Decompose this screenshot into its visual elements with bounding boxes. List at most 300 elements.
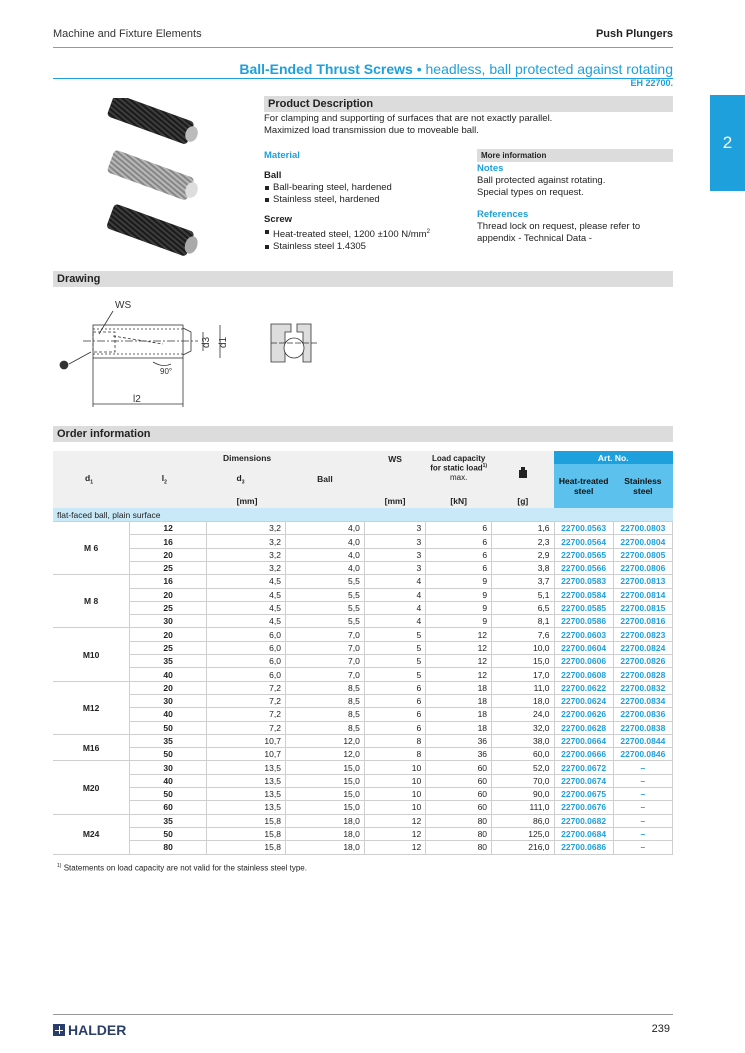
cell-load: 6 — [426, 548, 492, 561]
cell-l2: 35 — [130, 814, 207, 827]
cell-ball: 12,0 — [285, 734, 364, 747]
cell-ball: 4,0 — [285, 561, 364, 574]
cell-load: 60 — [426, 761, 492, 774]
unit-mm-ws: [mm] — [364, 494, 425, 508]
cell-ws: 10 — [364, 788, 425, 801]
cell-d3: 13,5 — [207, 801, 286, 814]
table-row — [53, 801, 673, 814]
brand-logo — [53, 1022, 126, 1038]
cell-load: 12 — [426, 628, 492, 641]
cell-weight: 10,0 — [492, 641, 554, 654]
cell-ball: 5,5 — [285, 615, 364, 628]
table-row — [53, 575, 673, 588]
cell-d3: 4,5 — [207, 601, 286, 614]
label-angle: 90° — [160, 367, 173, 376]
cell-d3: 10,7 — [207, 748, 286, 761]
cell-art-stainless[interactable]: 22700.0824 — [613, 641, 672, 654]
notes-heading: Notes — [477, 163, 504, 174]
cell-weight: 18,0 — [492, 694, 554, 707]
table-row — [53, 841, 673, 854]
cell-art-heat[interactable]: 22700.0565 — [554, 548, 613, 561]
cell-art-heat[interactable]: 22700.0622 — [554, 681, 613, 694]
col-ball: Ball — [285, 464, 364, 494]
logo-icon — [53, 1024, 65, 1036]
cell-d3: 6,0 — [207, 628, 286, 641]
cell-load: 60 — [426, 774, 492, 787]
cell-l2: 20 — [130, 628, 207, 641]
cell-art-stainless[interactable]: 22700.0834 — [613, 694, 672, 707]
cell-d3: 3,2 — [207, 535, 286, 548]
table-row — [53, 548, 673, 561]
cell-art-heat[interactable]: 22700.0628 — [554, 721, 613, 734]
header-divider — [53, 47, 673, 48]
cell-load: 18 — [426, 721, 492, 734]
cell-l2: 40 — [130, 708, 207, 721]
table-row — [53, 814, 673, 827]
cell-ws: 10 — [364, 801, 425, 814]
cell-ball: 8,5 — [285, 694, 364, 707]
cell-weight: 38,0 — [492, 734, 554, 747]
cell-weight: 32,0 — [492, 721, 554, 734]
cell-d1: M 6 — [53, 522, 130, 575]
cell-ws: 3 — [364, 535, 425, 548]
cell-art-stainless[interactable]: 22700.0814 — [613, 588, 672, 601]
table-row — [53, 734, 673, 747]
cell-load: 6 — [426, 561, 492, 574]
footnote-text: Statements on load capacity are not valid for the stainless steel type. — [63, 863, 307, 873]
product-description-text — [264, 113, 673, 137]
cell-art-heat[interactable]: 22700.0672 — [554, 761, 613, 774]
cell-art-heat[interactable]: 22700.0583 — [554, 575, 613, 588]
cell-weight: 111,0 — [492, 801, 554, 814]
cell-art-stainless: – — [613, 841, 672, 854]
cell-load: 12 — [426, 641, 492, 654]
cell-art-stainless[interactable]: 22700.0803 — [613, 522, 672, 535]
title-main: Ball-Ended Thrust Screws — [239, 61, 413, 77]
cell-ws: 4 — [364, 601, 425, 614]
cell-art-heat[interactable]: 22700.0666 — [554, 748, 613, 761]
cell-ball: 18,0 — [285, 841, 364, 854]
cell-art-stainless: – — [613, 774, 672, 787]
brand-name: HALDER — [68, 1022, 127, 1038]
table-row — [53, 681, 673, 694]
footnote — [57, 863, 307, 873]
cell-d3: 15,8 — [207, 841, 286, 854]
group-label: flat-faced ball, plain surface — [53, 508, 673, 521]
cell-l2: 30 — [130, 761, 207, 774]
cell-d3: 13,5 — [207, 761, 286, 774]
cell-weight: 2,3 — [492, 535, 554, 548]
cell-art-heat[interactable]: 22700.0603 — [554, 628, 613, 641]
cell-d3: 4,5 — [207, 615, 286, 628]
cell-ws: 10 — [364, 761, 425, 774]
cell-art-heat[interactable]: 22700.0606 — [554, 655, 613, 668]
material-heading: Material — [264, 150, 300, 161]
table-row — [53, 522, 673, 535]
cell-weight: 24,0 — [492, 708, 554, 721]
cell-art-stainless: – — [613, 761, 672, 774]
cell-art-stainless: – — [613, 788, 672, 801]
cell-ws: 3 — [364, 548, 425, 561]
description-line: For clamping and supporting of surfaces that are not exactly parallel. — [264, 113, 553, 124]
cell-ws: 8 — [364, 734, 425, 747]
table-row — [53, 761, 673, 774]
notes-line: Special types on request. — [477, 187, 584, 198]
cell-art-stainless[interactable]: 22700.0832 — [613, 681, 672, 694]
cell-ws: 5 — [364, 655, 425, 668]
cell-ws: 6 — [364, 721, 425, 734]
table-row — [53, 615, 673, 628]
cell-l2: 35 — [130, 734, 207, 747]
cell-art-heat[interactable]: 22700.0586 — [554, 615, 613, 628]
cell-art-heat[interactable]: 22700.0564 — [554, 535, 613, 548]
col-stainless: Stainless steel — [613, 464, 672, 508]
col-artno: Art. No. — [554, 451, 672, 464]
col-d3 — [207, 464, 286, 494]
unit-mm: [mm] — [130, 494, 365, 508]
col-d1-text: d — [85, 473, 91, 484]
ball-heading: Ball — [264, 170, 282, 181]
cell-d3: 3,2 — [207, 522, 286, 535]
cell-load: 12 — [426, 655, 492, 668]
cell-art-stainless[interactable]: 22700.0823 — [613, 628, 672, 641]
cell-load: 9 — [426, 575, 492, 588]
cell-ball: 7,0 — [285, 641, 364, 654]
cell-art-heat[interactable]: 22700.0676 — [554, 801, 613, 814]
chapter-tab[interactable]: 2 — [710, 95, 745, 191]
unit-g: [g] — [492, 494, 554, 508]
table-row — [53, 655, 673, 668]
header-section: Push Plungers — [595, 28, 673, 40]
cell-ball: 15,0 — [285, 774, 364, 787]
cell-art-stainless[interactable]: 22700.0844 — [613, 734, 672, 747]
label-l2: l2 — [133, 394, 141, 405]
cell-ball: 12,0 — [285, 748, 364, 761]
cell-load: 9 — [426, 588, 492, 601]
cell-weight: 70,0 — [492, 774, 554, 787]
cell-d1: M16 — [53, 734, 130, 761]
cell-load: 6 — [426, 522, 492, 535]
cell-ball: 4,0 — [285, 522, 364, 535]
cell-d3: 13,5 — [207, 788, 286, 801]
col-d3-text: d — [236, 472, 242, 483]
cell-d3: 13,5 — [207, 774, 286, 787]
references-line: appendix - Technical Data - — [477, 233, 592, 244]
title-divider — [53, 78, 673, 79]
col-d3-sub: 3 — [241, 479, 245, 486]
cell-weight: 90,0 — [492, 788, 554, 801]
cell-weight: 60,0 — [492, 748, 554, 761]
cell-d3: 7,2 — [207, 708, 286, 721]
cell-art-stainless[interactable]: 22700.0838 — [613, 721, 672, 734]
title-bullet: • — [416, 61, 422, 77]
order-table-body — [53, 508, 673, 854]
col-heat-treated: Heat-treated steel — [554, 464, 613, 508]
cell-d3: 6,0 — [207, 655, 286, 668]
table-row — [53, 748, 673, 761]
table-row — [53, 535, 673, 548]
cell-ball: 4,0 — [285, 535, 364, 548]
cell-weight: 1,6 — [492, 522, 554, 535]
screw-photo-black-1 — [107, 98, 202, 147]
section-marker-icon — [60, 361, 68, 369]
cell-art-stainless: – — [613, 827, 672, 840]
cell-d3: 15,8 — [207, 827, 286, 840]
col-ws: WS — [364, 451, 425, 494]
table-row — [53, 601, 673, 614]
cell-art-stainless[interactable]: 22700.0826 — [613, 655, 672, 668]
cell-ball: 5,5 — [285, 588, 364, 601]
footnote-sup: 1) — [57, 863, 62, 869]
col-l2-sub: 2 — [164, 479, 167, 486]
col-d1-sub: 1 — [90, 479, 93, 486]
cell-ws: 12 — [364, 814, 425, 827]
cell-ws: 6 — [364, 694, 425, 707]
cell-d3: 10,7 — [207, 734, 286, 747]
description-line: Maximized load transmission due to moveable ball. — [264, 125, 479, 136]
cell-weight: 3,7 — [492, 575, 554, 588]
cell-art-heat[interactable]: 22700.0664 — [554, 734, 613, 747]
cell-weight: 52,0 — [492, 761, 554, 774]
table-row — [53, 668, 673, 681]
cell-art-stainless[interactable]: 22700.0805 — [613, 548, 672, 561]
cell-ball: 5,5 — [285, 601, 364, 614]
list-item: Stainless steel 1.4305 — [264, 241, 469, 253]
cell-ball: 18,0 — [285, 814, 364, 827]
cell-l2: 30 — [130, 615, 207, 628]
col-load — [426, 451, 492, 494]
cell-l2: 50 — [130, 788, 207, 801]
cell-ws: 12 — [364, 841, 425, 854]
order-table — [53, 451, 673, 855]
cell-ws: 12 — [364, 827, 425, 840]
cell-l2: 80 — [130, 841, 207, 854]
cell-d3: 15,8 — [207, 814, 286, 827]
cell-load: 80 — [426, 841, 492, 854]
product-photos — [98, 98, 216, 268]
ball-list — [264, 182, 469, 206]
cell-weight: 2,9 — [492, 548, 554, 561]
cell-d3: 7,2 — [207, 694, 286, 707]
cell-l2: 25 — [130, 601, 207, 614]
table-row — [53, 774, 673, 787]
cell-art-stainless: – — [613, 814, 672, 827]
notes-line: Ball protected against rotating. — [477, 175, 606, 186]
cell-l2: 25 — [130, 561, 207, 574]
cell-l2: 35 — [130, 655, 207, 668]
more-info-heading: More information — [477, 149, 673, 162]
cell-l2: 20 — [130, 588, 207, 601]
cell-d1: M10 — [53, 628, 130, 681]
cell-d1: M 8 — [53, 575, 130, 628]
table-row — [53, 588, 673, 601]
cell-ws: 6 — [364, 681, 425, 694]
cell-art-heat[interactable]: 22700.0626 — [554, 708, 613, 721]
cell-d3: 4,5 — [207, 575, 286, 588]
cell-art-stainless[interactable]: 22700.0804 — [613, 535, 672, 548]
cell-art-heat[interactable]: 22700.0675 — [554, 788, 613, 801]
page-title — [239, 61, 673, 77]
cell-art-heat[interactable]: 22700.0608 — [554, 668, 613, 681]
col-l2 — [130, 464, 207, 494]
cell-d3: 6,0 — [207, 668, 286, 681]
cell-ball: 8,5 — [285, 721, 364, 734]
cell-ball: 7,0 — [285, 655, 364, 668]
unit-kn: [kN] — [426, 494, 492, 508]
cell-weight: 5,1 — [492, 588, 554, 601]
screw-photo-stainless — [107, 149, 202, 203]
cell-l2: 30 — [130, 694, 207, 707]
col-d1 — [53, 451, 130, 508]
cell-d1: M24 — [53, 814, 130, 854]
cell-weight: 11,0 — [492, 681, 554, 694]
cell-ws: 4 — [364, 615, 425, 628]
cell-ws: 3 — [364, 561, 425, 574]
cell-art-stainless[interactable]: 22700.0813 — [613, 575, 672, 588]
cell-load: 18 — [426, 708, 492, 721]
cell-weight: 6,5 — [492, 601, 554, 614]
cell-l2: 16 — [130, 575, 207, 588]
cell-art-heat[interactable]: 22700.0684 — [554, 827, 613, 840]
col-dimensions: Dimensions — [130, 451, 365, 464]
cell-weight: 15,0 — [492, 655, 554, 668]
cell-weight: 17,0 — [492, 668, 554, 681]
cell-load: 12 — [426, 668, 492, 681]
cell-ball: 15,0 — [285, 761, 364, 774]
cell-weight: 125,0 — [492, 827, 554, 840]
col-weight — [492, 451, 554, 494]
cell-load: 18 — [426, 681, 492, 694]
cell-ws: 3 — [364, 522, 425, 535]
cell-ball: 7,0 — [285, 628, 364, 641]
label-ws: WS — [115, 300, 132, 311]
table-row — [53, 561, 673, 574]
references-heading: References — [477, 209, 529, 220]
cell-art-heat[interactable]: 22700.0674 — [554, 774, 613, 787]
cell-art-heat[interactable]: 22700.0584 — [554, 588, 613, 601]
screw-heading: Screw — [264, 214, 292, 225]
table-row — [53, 788, 673, 801]
cell-load: 9 — [426, 615, 492, 628]
cell-load: 9 — [426, 601, 492, 614]
cell-d3: 4,5 — [207, 588, 286, 601]
cell-ball: 4,0 — [285, 548, 364, 561]
cell-l2: 60 — [130, 801, 207, 814]
cell-art-heat[interactable]: 22700.0566 — [554, 561, 613, 574]
col-load-max: max. — [449, 472, 468, 482]
cell-art-stainless[interactable]: 22700.0815 — [613, 601, 672, 614]
cell-art-heat[interactable]: 22700.0624 — [554, 694, 613, 707]
cell-ball: 5,5 — [285, 575, 364, 588]
weight-icon — [518, 466, 528, 478]
cell-art-stainless[interactable]: 22700.0836 — [613, 708, 672, 721]
page-number: 239 — [651, 1023, 670, 1035]
table-row — [53, 827, 673, 840]
cell-d1: M12 — [53, 681, 130, 734]
cell-l2: 50 — [130, 748, 207, 761]
cell-d1: M20 — [53, 761, 130, 814]
cell-ball: 15,0 — [285, 788, 364, 801]
cell-art-heat[interactable]: 22700.0686 — [554, 841, 613, 854]
cell-ws: 4 — [364, 575, 425, 588]
table-row — [53, 694, 673, 707]
superscript: 2 — [426, 229, 430, 235]
cell-d3: 7,2 — [207, 721, 286, 734]
cell-ball: 8,5 — [285, 681, 364, 694]
col-load-sup: 1) — [482, 463, 488, 469]
table-row — [53, 721, 673, 734]
cell-load: 80 — [426, 814, 492, 827]
title-rest: headless, ball protected against rotating — [425, 61, 673, 77]
screw-item-text: Heat-treated steel, 1200 ±100 N/mm — [273, 229, 427, 241]
cell-art-stainless[interactable]: 22700.0828 — [613, 668, 672, 681]
ball-section-detail — [271, 324, 317, 362]
cell-art-heat[interactable]: 22700.0682 — [554, 814, 613, 827]
cell-ws: 5 — [364, 628, 425, 641]
cell-l2: 40 — [130, 668, 207, 681]
cell-ws: 8 — [364, 748, 425, 761]
col-l2-text: l — [161, 472, 165, 483]
notes-block — [477, 163, 673, 245]
col-load-text: Load capacity for static load — [430, 454, 486, 473]
cell-art-heat[interactable]: 22700.0585 — [554, 601, 613, 614]
cell-art-heat[interactable]: 22700.0563 — [554, 522, 613, 535]
cell-load: 36 — [426, 734, 492, 747]
cell-art-heat[interactable]: 22700.0604 — [554, 641, 613, 654]
product-description-heading: Product Description — [264, 96, 673, 112]
cell-l2: 12 — [130, 522, 207, 535]
cell-d3: 3,2 — [207, 548, 286, 561]
cell-d3: 6,0 — [207, 641, 286, 654]
list-item: Stainless steel, hardened — [264, 194, 469, 206]
cell-art-stainless[interactable]: 22700.0816 — [613, 615, 672, 628]
cell-load: 36 — [426, 748, 492, 761]
order-information-heading: Order information — [53, 426, 673, 442]
cell-load: 60 — [426, 801, 492, 814]
cell-load: 80 — [426, 827, 492, 840]
cell-l2: 25 — [130, 641, 207, 654]
cell-ball: 7,0 — [285, 668, 364, 681]
list-item: Ball-bearing steel, hardened — [264, 182, 469, 194]
cell-weight: 86,0 — [492, 814, 554, 827]
cell-load: 6 — [426, 535, 492, 548]
cell-l2: 20 — [130, 681, 207, 694]
list-item — [264, 226, 469, 241]
cell-l2: 16 — [130, 535, 207, 548]
cell-art-stainless[interactable]: 22700.0806 — [613, 561, 672, 574]
footer-divider — [53, 1014, 673, 1015]
screw-photo-black-2 — [106, 203, 201, 259]
material-block — [264, 150, 469, 253]
technical-drawing — [53, 292, 373, 417]
cell-load: 60 — [426, 788, 492, 801]
header-category: Machine and Fixture Elements — [53, 28, 202, 40]
cell-ws: 10 — [364, 774, 425, 787]
cell-weight: 7,6 — [492, 628, 554, 641]
cell-art-stainless[interactable]: 22700.0846 — [613, 748, 672, 761]
cell-d3: 3,2 — [207, 561, 286, 574]
product-code: EH 22700. — [630, 78, 673, 88]
table-row — [53, 641, 673, 654]
cell-ball: 8,5 — [285, 708, 364, 721]
cell-art-stainless: – — [613, 801, 672, 814]
references-line: Thread lock on request, please refer to — [477, 221, 641, 232]
table-row — [53, 628, 673, 641]
cell-l2: 50 — [130, 721, 207, 734]
cell-ws: 5 — [364, 641, 425, 654]
cell-l2: 40 — [130, 774, 207, 787]
label-d3: d3 — [201, 336, 212, 348]
